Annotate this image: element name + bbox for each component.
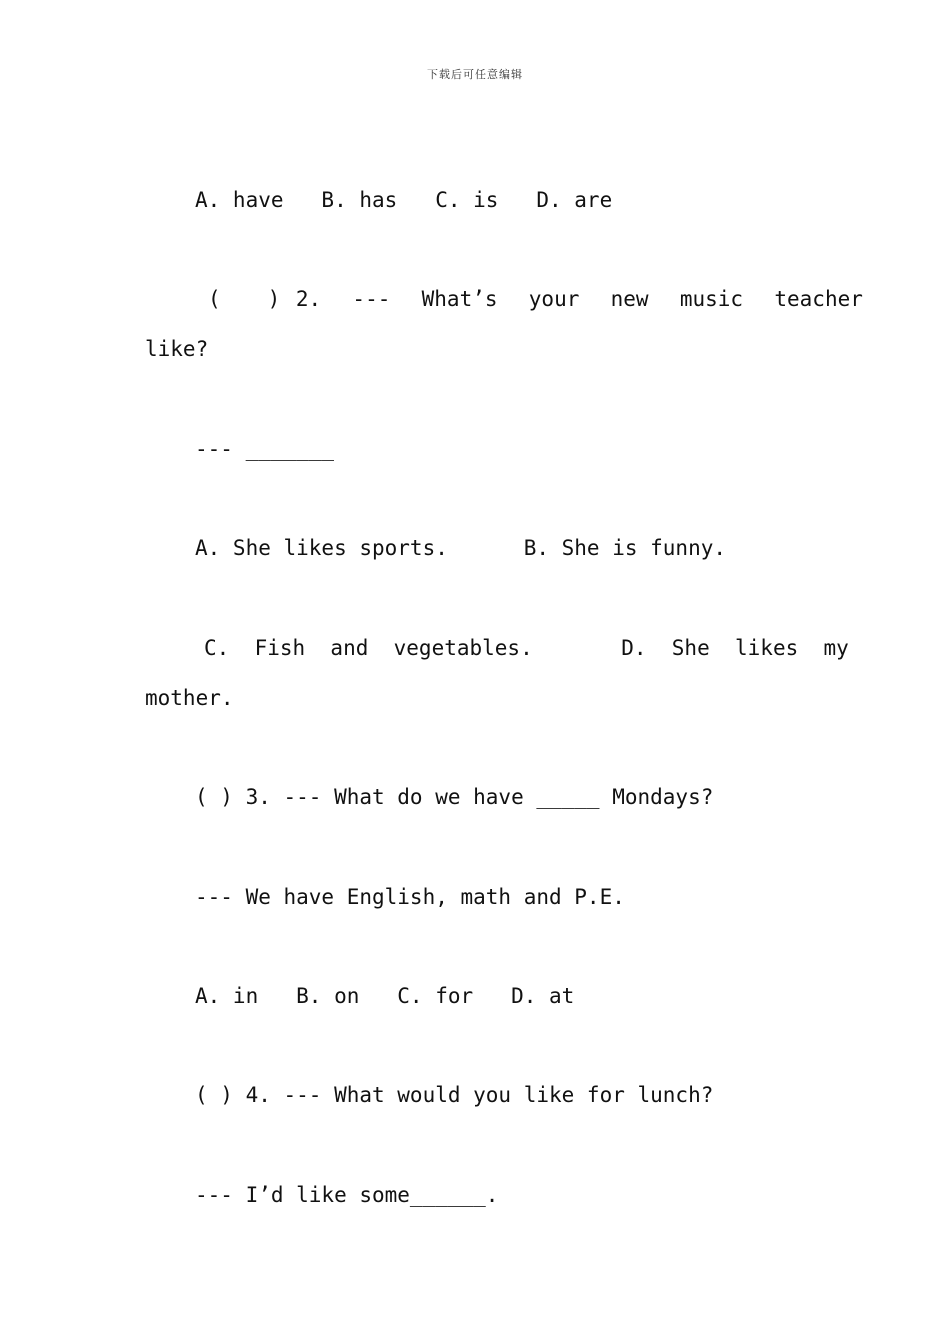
q2-options-ab: A. She likes sports. B. She is funny.: [195, 536, 727, 560]
q4-answer: --- I’d like some______.: [195, 1183, 499, 1207]
page-header: 下载后可任意编辑: [427, 68, 523, 81]
q3-answer: --- We have English, math and P.E.: [195, 885, 625, 909]
q1-options: A. have B. has C. is D. are: [195, 188, 613, 212]
q4-stem: ( ) 4. --- What would you like for lunch?: [195, 1083, 714, 1107]
q3-options: A. in B. on C. for D. at: [195, 984, 575, 1008]
q2-options-cd-line1: C. Fish and vegetables. D. She likes my: [204, 636, 849, 660]
q2-answer-prompt: --- _______: [195, 437, 335, 461]
q2-options-cd-line2: mother.: [145, 686, 234, 710]
q3-stem: ( ) 3. --- What do we have _____ Mondays?: [195, 785, 714, 809]
q2-stem-line2: like?: [145, 337, 209, 361]
q2-stem-line1: ( ) 2. --- What’s your new music teacher: [208, 287, 863, 311]
